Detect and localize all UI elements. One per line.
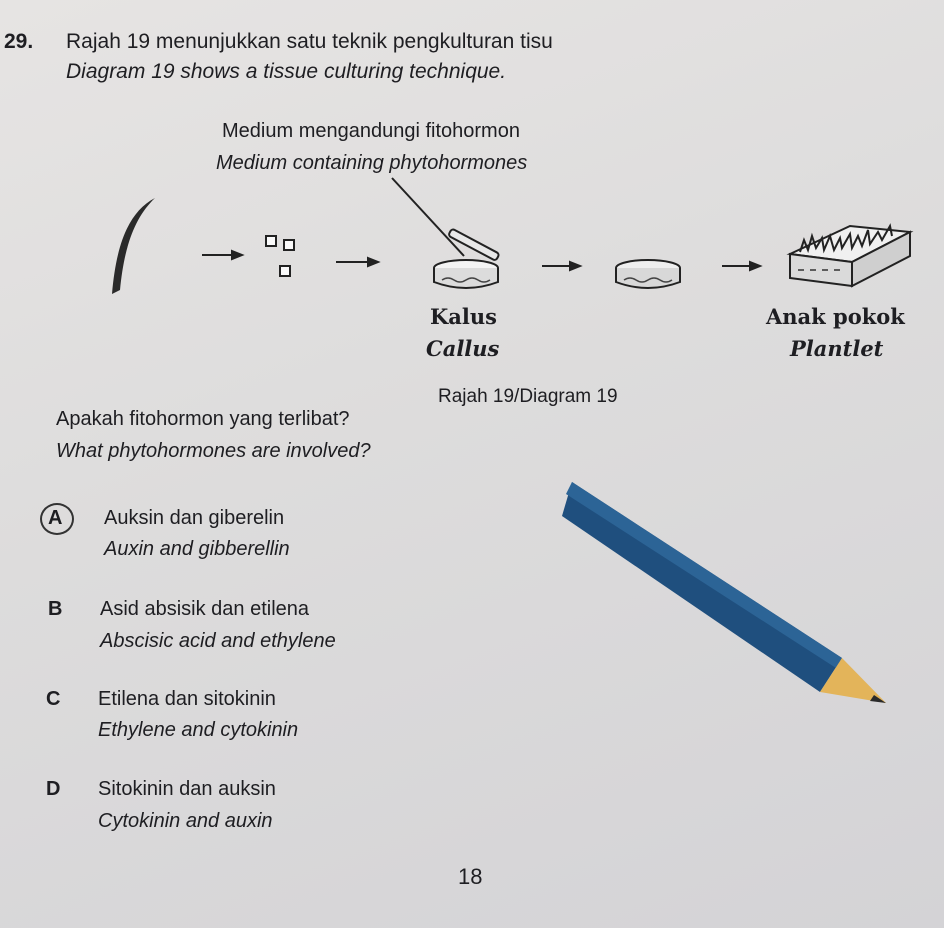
- option-c-english: Ethylene and cytokinin: [98, 719, 299, 741]
- callus-label-malay: Kalus: [430, 304, 497, 329]
- medium-label-malay: Medium mengandungi fitohormon: [222, 120, 520, 142]
- plantlet-label-english: Plantlet: [790, 336, 884, 361]
- prompt-malay: Apakah fitohormon yang terlibat?: [56, 408, 350, 430]
- option-a-letter: A: [48, 507, 63, 529]
- arrow-4: [722, 262, 760, 270]
- callus-label-english: Callus: [426, 336, 500, 361]
- option-d-english: Cytokinin and auxin: [98, 810, 273, 832]
- plantlet-label-malay: Anak pokok: [766, 304, 905, 329]
- plantlet-tray-shape: [790, 226, 910, 286]
- option-b-letter: B: [48, 598, 63, 620]
- pencil-shape: [562, 482, 886, 703]
- diagram-caption: Rajah 19/Diagram 19: [438, 386, 618, 407]
- prompt-english: What phytohormones are involved?: [56, 440, 371, 462]
- question-number: 29.: [4, 30, 34, 53]
- option-c-malay: Etilena dan sitokinin: [98, 688, 276, 710]
- medium-label-english: Medium containing phytohormones: [216, 152, 528, 174]
- arrow-2: [336, 258, 378, 266]
- arrow-3: [542, 262, 580, 270]
- explant-stem-shape: [112, 198, 155, 294]
- option-b-english: Abscisic acid and ethylene: [100, 630, 336, 652]
- tissue-pieces-shape: [266, 236, 294, 276]
- petri-dish-open-shape: [434, 228, 500, 288]
- option-d-malay: Sitokinin dan auksin: [98, 778, 276, 800]
- petri-dish-closed-shape: [616, 260, 680, 288]
- option-a-malay: Auksin dan giberelin: [104, 507, 285, 529]
- medium-pointer-line: [392, 178, 464, 256]
- question-stem-english: Diagram 19 shows a tissue culturing technique.: [66, 60, 507, 83]
- option-a-english: Auxin and gibberellin: [104, 538, 290, 560]
- page-number: 18: [458, 864, 483, 889]
- option-b-malay: Asid absisik dan etilena: [100, 598, 310, 620]
- arrow-1: [202, 251, 242, 259]
- question-stem-malay: Rajah 19 menunjukkan satu teknik pengkulturan tisu: [66, 30, 553, 53]
- option-c-letter: C: [46, 688, 61, 710]
- option-d-letter: D: [46, 778, 61, 800]
